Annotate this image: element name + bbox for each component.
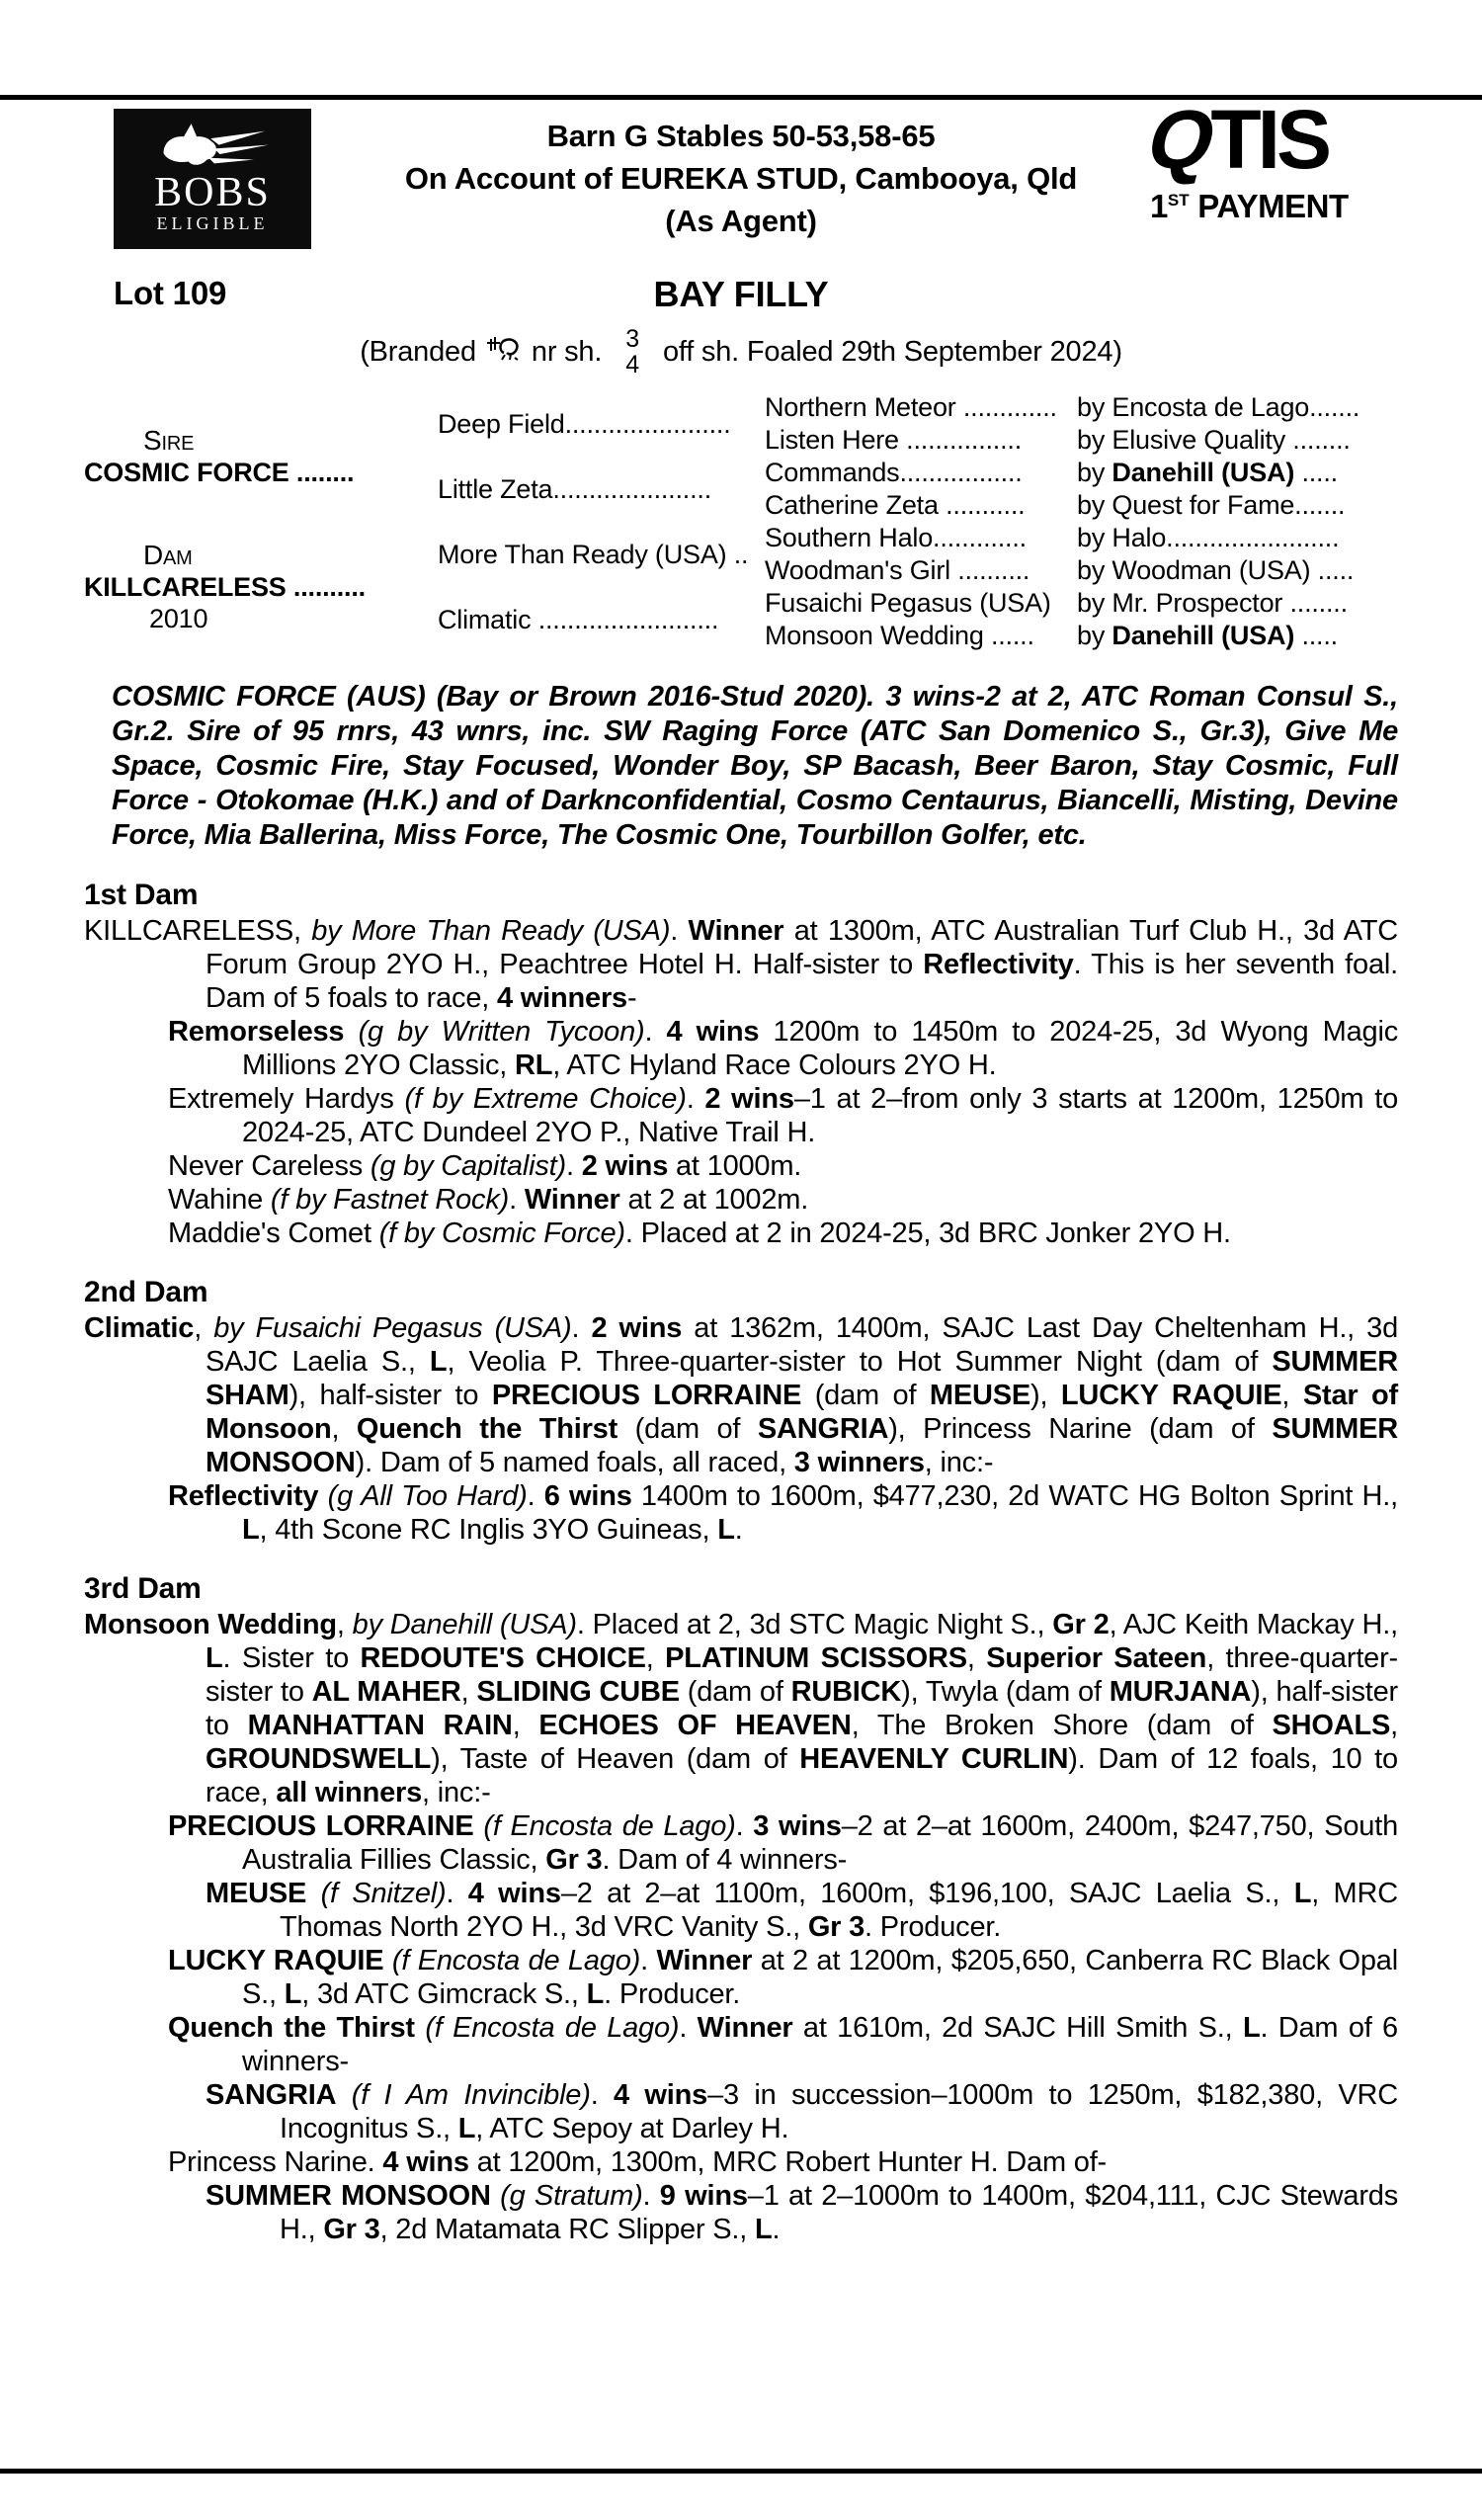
bottom-rule bbox=[0, 2469, 1482, 2474]
agent-line: (As Agent) bbox=[665, 204, 817, 238]
branded-suffix: off sh. Foaled 29th September 2024) bbox=[662, 335, 1122, 368]
grandparent-by: by Danehill (USA) ..... bbox=[1077, 621, 1338, 650]
sire-label: Sire bbox=[143, 425, 195, 456]
lot-title-row bbox=[84, 269, 1398, 320]
grandparent-row bbox=[765, 391, 1398, 424]
brand-fraction-top: 3 bbox=[625, 325, 639, 353]
grandparent-by: by Elusive Quality ........ bbox=[1077, 425, 1351, 455]
paragraph-never-careless: Never Careless (g by Capitalist). 2 wins at 1000m. bbox=[168, 1150, 802, 1182]
parent-name: More Than Ready (USA) .. bbox=[438, 539, 749, 569]
brand-fraction-bottom: 4 bbox=[625, 351, 639, 378]
grandparent-row bbox=[765, 554, 1398, 587]
sire-summary-paragraph: COSMIC FORCE (AUS) (Bay or Brown 2016-Stud 2020). 3 wins-2 at 2, ATC Roman Consul S., Gr.2. Sire of 95 rnrs, 43 wnrs, inc. SW Raging Force (ATC San Domenico S., Gr.3), Give Me Space, Cosmic Fire, Stay Focused, Wonder Boy, SP Bacash, Beer Baron, Stay Cosmic, Full Force - Otokomae (H.K.) and of Darknconfidential, Cosmo Centaurus, Biancelli, Misting, Devine Force, Mia Ballerina, Miss Force, The Cosmic One, Tourbillon Golfer, etc. bbox=[112, 681, 1398, 851]
section-heading-3rd-dam: 3rd Dam bbox=[84, 1572, 202, 1605]
paragraph-extremely-hardys: Extremely Hardys (f by Extreme Choice). 2 wins–1 at 2–from only 3 starts at 1200m, 1250m to 2024-25, ATC Dundeel 2YO P., Native Trail H. bbox=[168, 1083, 1398, 1148]
qtis-wordmark: QTIS bbox=[1138, 93, 1329, 186]
paragraph-monsoon-wedding: Monsoon Wedding, by Danehill (USA). Placed at 2, 3d STC Magic Night S., Gr 2, AJC Keith Mackay H., L. Sister to REDOUTE'S CHOICE, PLATINUM SCISSORS, Superior Sateen, three-quarter-sister to AL MAHER, SLIDING CUBE (dam of RUBICK), Twyla (dam of MURJANA), half-sister to MANHATTAN RAIN, ECHOES OF HEAVEN, The Broken Shore (dam of SHOALS, GROUNDSWELL), Taste of Heaven (dam of HEAVENLY CURLIN). Dam of 12 foals, 10 to race, all winners, inc:- bbox=[84, 1609, 1399, 1808]
consignment-block bbox=[232, 115, 1250, 242]
grandparent-name: Monsoon Wedding ...... bbox=[765, 621, 1034, 650]
branded-mid: nr sh. bbox=[531, 335, 603, 368]
pedigree-sire-block bbox=[84, 391, 438, 522]
grandparent-by: by Mr. Prospector ........ bbox=[1077, 588, 1348, 618]
grandparent-row bbox=[765, 457, 1398, 489]
pedigree-col-grandparents bbox=[765, 391, 1398, 652]
paragraph-lucky-raquie: LUCKY RAQUIE (f Encosta de Lago). Winner at 2 at 1200m, $205,650, Canberra RC Black Opal S., L, 3d ATC Gimcrack S., L. Producer. bbox=[168, 1945, 1398, 2010]
lot-number: Lot 109 bbox=[114, 275, 227, 311]
pedigree-col-subject bbox=[84, 391, 438, 652]
dam-label: Dam bbox=[143, 540, 193, 570]
parent-name: Little Zeta...................... bbox=[438, 473, 711, 504]
grandparent-name: Commands................. bbox=[765, 458, 1023, 487]
brand-mark-icon bbox=[484, 330, 524, 374]
grandparent-name: Southern Halo............. bbox=[765, 523, 1027, 552]
grandparent-by: by Woodman (USA) ..... bbox=[1077, 555, 1355, 585]
grandparent-name: Northern Meteor ............. bbox=[765, 392, 1057, 422]
section-3rd-dam bbox=[84, 1570, 1398, 2246]
catalogue-page bbox=[0, 49, 1482, 2246]
dam-year: 2010 bbox=[149, 604, 208, 633]
grandparent-name: Woodman's Girl .......... bbox=[765, 555, 1030, 585]
paragraph-wahine: Wahine (f by Fastnet Rock). Winner at 2 at 1002m. bbox=[168, 1184, 809, 1216]
grandparent-name: Fusaichi Pegasus (USA) bbox=[765, 588, 1051, 618]
grandparent-by: by Halo........................ bbox=[1077, 523, 1340, 552]
bobs-logo-title: BOBS bbox=[154, 170, 271, 215]
grandparent-by: by Encosta de Lago....... bbox=[1077, 392, 1360, 422]
paragraph-quench-the-thirst: Quench the Thirst (f Encosta de Lago). Winner at 1610m, 2d SAJC Hill Smith S., L. Dam of 6 winners- bbox=[168, 2012, 1398, 2077]
parent-name: Deep Field....................... bbox=[438, 408, 731, 439]
paragraph-climatic: Climatic, by Fusaichi Pegasus (USA). 2 wins at 1362m, 1400m, SAJC Last Day Cheltenham H., 3d SAJC Laelia S., L, Veolia P. Three-quarter-sister to Hot Summer Night (dam of SUMMER SHAM), half-sister to PRECIOUS LORRAINE (dam of MEUSE), LUCKY RAQUIE, Star of Monsoon, Quench the Thirst (dam of SANGRIA), Princess Narine (dam of SUMMER MONSOON). Dam of 5 named foals, all raced, 3 winners, inc:- bbox=[84, 1312, 1398, 1478]
parent-name: Climatic ......................... bbox=[438, 604, 719, 634]
paragraph-maddies-comet: Maddie's Comet (f by Cosmic Force). Placed at 2 in 2024-25, 3d BRC Jonker 2YO H. bbox=[168, 1218, 1231, 1249]
section-heading-1st-dam: 1st Dam bbox=[84, 879, 199, 911]
barn-line: Barn G Stables 50-53,58-65 bbox=[546, 119, 936, 153]
grandparent-by: by Quest for Fame....... bbox=[1077, 490, 1346, 520]
qtis-q-glyph: Q bbox=[1138, 93, 1223, 186]
section-1st-dam bbox=[84, 877, 1398, 1250]
pedigree-dam-block bbox=[84, 522, 438, 652]
grandparent-name: Listen Here ................ bbox=[765, 425, 1022, 455]
branded-prefix: (Branded bbox=[360, 335, 476, 368]
grandparent-row bbox=[765, 424, 1398, 457]
page-header bbox=[84, 49, 1398, 269]
qtis-logo bbox=[1138, 93, 1402, 225]
grandparent-row bbox=[765, 587, 1398, 620]
paragraph-meuse: MEUSE (f Snitzel). 4 wins–2 at 2–at 1100m, 1600m, $196,100, SAJC Laelia S., L, MRC Thomas North 2YO H., 3d VRC Vanity S., Gr 3. Producer. bbox=[206, 1878, 1398, 1943]
paragraph-killcareless: KILLCARELESS, by More Than Ready (USA). Winner at 1300m, ATC Australian Turf Club H., 3d ATC Forum Group 2YO H., Peachtree Hotel H. Half-sister to Reflectivity. This is her seventh foal. Dam of 5 foals to race, 4 winners- bbox=[84, 915, 1399, 1014]
paragraph-remorseless: Remorseless (g by Written Tycoon). 4 wins 1200m to 1450m to 2024-25, 3d Wyong Magic Millions 2YO Classic, RL, ATC Hyland Race Colours 2YO H. bbox=[168, 1016, 1399, 1081]
section-2nd-dam bbox=[84, 1274, 1398, 1547]
grandparent-row bbox=[765, 489, 1398, 522]
section-heading-2nd-dam: 2nd Dam bbox=[84, 1276, 208, 1308]
grandparent-row bbox=[765, 522, 1398, 554]
paragraph-summer-monsoon: SUMMER MONSOON (g Stratum). 9 wins–1 at 2–1000m to 1400m, $204,111, CJC Stewards H., Gr 3, 2d Matamata RC Slipper S., L. bbox=[206, 2180, 1399, 2245]
paragraph-sangria: SANGRIA (f I Am Invincible). 4 wins–3 in succession–1000m to 1250m, $182,380, VRC Incognitus S., L, ATC Sepoy at Darley H. bbox=[206, 2079, 1398, 2144]
dam-name: KILLCARELESS .......... bbox=[84, 572, 366, 602]
grandparent-name: Catherine Zeta ........... bbox=[765, 490, 1026, 520]
grandparent-by: by Danehill (USA) ..... bbox=[1077, 458, 1338, 487]
page-title: BAY FILLY bbox=[653, 274, 829, 314]
bobs-logo-subtitle: ELIGIBLE bbox=[156, 213, 269, 233]
pedigree-table bbox=[84, 391, 1398, 652]
qtis-payment-line: 1ST PAYMENT bbox=[1150, 188, 1349, 224]
branding-line bbox=[84, 320, 1398, 383]
sire-name: COSMIC FORCE ........ bbox=[84, 458, 355, 487]
paragraph-reflectivity: Reflectivity (g All Too Hard). 6 wins 1400m to 1600m, $477,230, 2d WATC HG Bolton Sprint H., L, 4th Scone RC Inglis 3YO Guineas, L. bbox=[168, 1480, 1398, 1546]
pedigree-col-parents bbox=[438, 391, 765, 652]
brand-fraction bbox=[625, 326, 639, 378]
grandparent-row bbox=[765, 620, 1398, 652]
paragraph-princess-narine: Princess Narine. 4 wins at 1200m, 1300m, MRC Robert Hunter H. Dam of- bbox=[168, 2146, 1108, 2178]
account-line: On Account of EUREKA STUD, Cambooya, Qld bbox=[404, 161, 1078, 196]
paragraph-precious-lorraine: PRECIOUS LORRAINE (f Encosta de Lago). 3 wins–2 at 2–at 1600m, 2400m, $247,750, South Australia Fillies Classic, Gr 3. Dam of 4 winners- bbox=[168, 1810, 1398, 1876]
